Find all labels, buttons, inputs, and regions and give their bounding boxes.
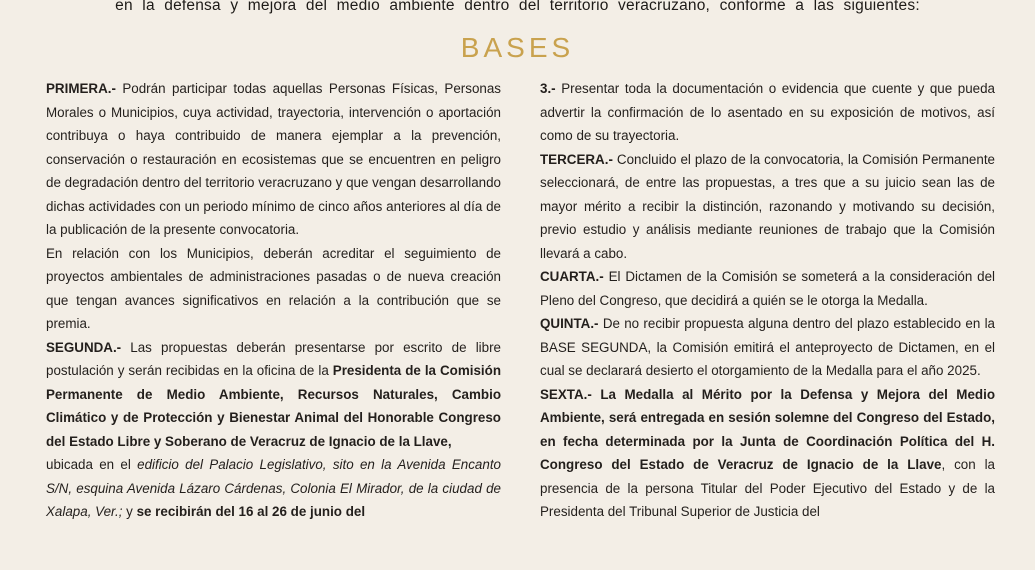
intro-line: en la defensa y mejora del medio ambiente dentro del territorio veracruzano, conforme a las siguientes: [115,0,920,14]
ubicacion-middle: y [122,504,137,519]
base-segunda [46,336,501,454]
base-segunda-office: Presidenta de la Comisión Permanente de Medio Ambiente, Recursos Naturales, Cambio Climático y de Protección y Bienestar Animal del Honorable Congreso del Estado Libre y Soberano de Veracruz de Ignacio de la Llave, [46,363,501,449]
right-column [540,77,995,524]
base-quinta-label: QUINTA.- [540,316,599,331]
base-segunda-text: Las propuestas deberán presentarse por escrito de libre postulación y serán recibidas en la oficina de la [46,339,501,378]
left-column [46,77,501,524]
base-segunda-label: SEGUNDA.- [46,339,122,355]
ubicacion-prefix: ubicada en el [46,457,138,472]
base-quinta-text: De no recibir propuesta alguna dentro del plazo establecido en la BASE SEGUNDA, la Comisión emitirá el anteproyecto de Dictamen, en el cual se declarará desierto el otorgamiento de la Medalla para el año 2025. [540,316,995,378]
base-sexta-bold-text: La Medalla al Mérito por la Defensa y Mejora del Medio Ambiente, será entregada en sesión solemne del Congreso del Estado, en fecha determinada por la Junta de Coordinación Política del H. Congreso del Estado de Veracruz de Ignacio de la Llave [540,386,995,472]
base-sexta-label: SEXTA.- [540,386,592,402]
base-quinta [540,312,995,383]
base-tercera [540,148,995,266]
base-tercera-label: TERCERA.- [540,151,613,167]
requirement-3-label: 3.- [540,81,556,96]
base-primera-label: PRIMERA.- [46,81,116,96]
municipios-text: En relación con los Municipios, deberán acreditar el seguimiento de proyectos ambientales de administraciones pasadas o de nueva creación que tengan avances significativos en relación a la contribución que se premia. [46,245,501,331]
base-sexta-text: , con la presencia de la persona Titular del Poder Ejecutivo del Estado y de la Presidenta del Tribunal Superior de Justicia del [540,457,995,519]
base-cuarta-label: CUARTA.- [540,269,604,284]
base-sexta [540,383,995,524]
base-primera-text: Podrán participar todas aquellas Personas Físicas, Personas Morales o Municipios, cuya actividad, trayectoria, intervención o aportación contribuya o haya contribuido de manera ejemplar a la prevención, conservación o restauración en ecosistemas que se encuentren en peligro de degradación dentro del territorio veracruzano y que vengan desarrollando dichas actividades con un periodo mínimo de cinco años anteriores al día de la publicación de la presente convocatoria. [46,81,501,237]
base-primera [46,77,501,242]
municipios-paragraph [46,242,501,336]
requirement-3 [540,77,995,148]
ubicacion-paragraph [46,453,501,524]
bases-title: BASES [460,32,575,63]
base-tercera-text: Concluido el plazo de la convocatoria, la Comisión Permanente seleccionará, de entre las propuestas, a tres que a su juicio sean las de mayor mérito a recibir la distinción, razonando y motivando su decisión, previo estudio y análisis mediante reuniones de trabajo que la Comisión llevará a cabo. [540,151,995,261]
ubicacion-address: edificio del Palacio Legislativo, sito en la Avenida Encanto S/N, esquina Avenida Lázaro Cárdenas, Colonia El Mirador, de la ciudad de Xalapa, Ver.; [46,457,501,519]
base-cuarta-text: El Dictamen de la Comisión se someterá a la consideración del Pleno del Congreso, que decidirá a quién se le otorga la Medalla. [540,269,995,308]
base-cuarta [540,265,995,312]
ubicacion-dates: se recibirán del 16 al 26 de junio del [136,504,366,519]
requirement-3-text: Presentar toda la documentación o evidencia que cuente y que pueda advertir la confirmación de lo asentado en su exposición de motivos, así como de su trayectoria. [540,81,995,143]
